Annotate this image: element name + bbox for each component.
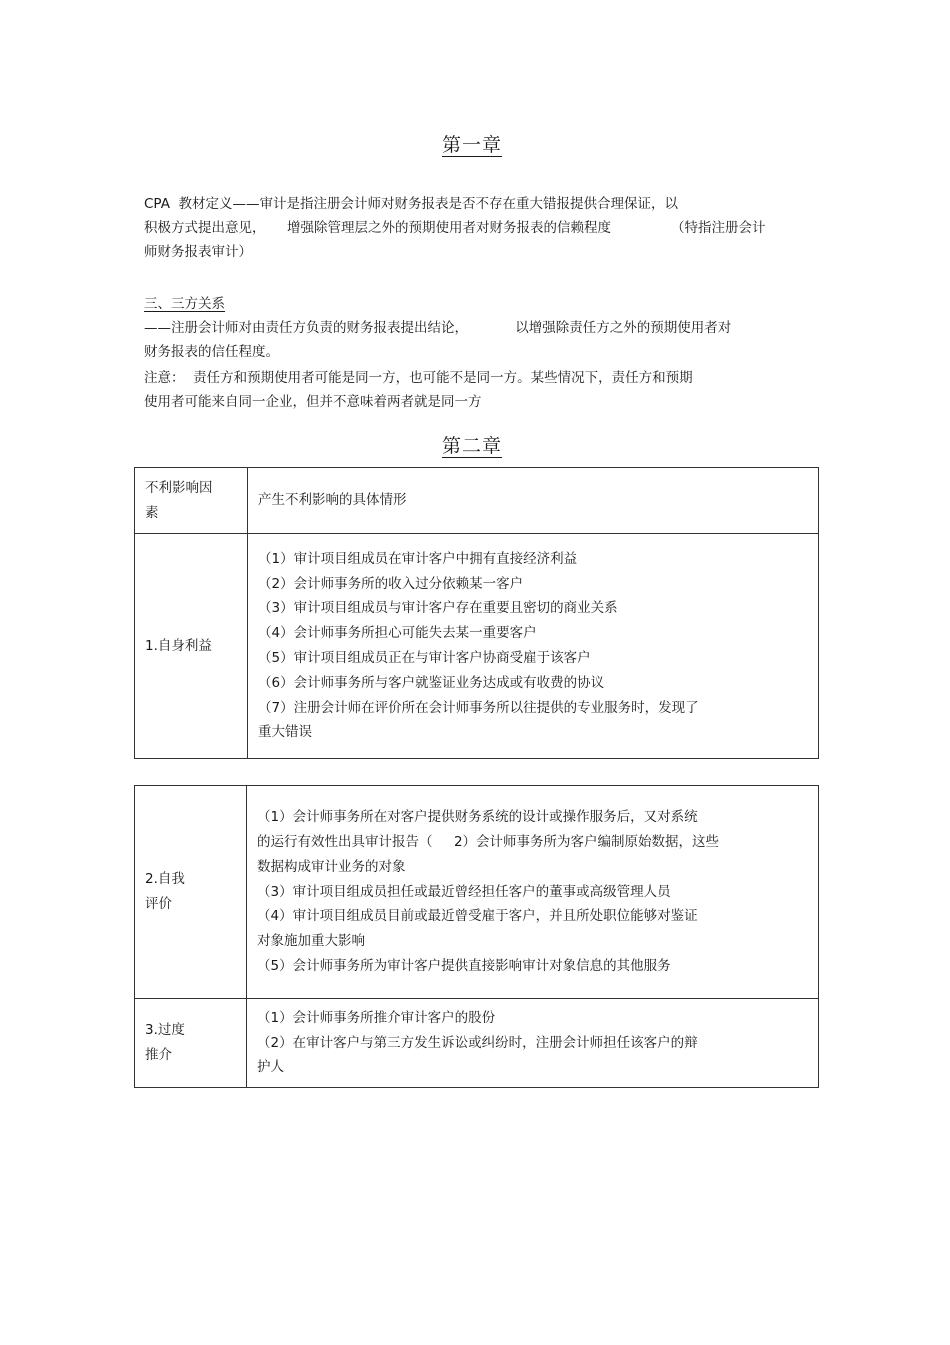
threat-table-2 [134, 785, 819, 1088]
three-party-note-line-1: 注意： 责任方和预期使用者可能是同一方，也可能不是同一方。某些情况下，责任方和预期 [144, 370, 693, 386]
cpa-definition-line-3: 师财务报表审计） [144, 244, 252, 260]
situation-line: 数据构成审计业务的对象 [257, 858, 406, 875]
factor-label: 3.过度 [145, 1022, 185, 1039]
situation-line: （1）会计师事务所推介审计客户的股份 [257, 1009, 496, 1026]
chapter-1-title: 第一章 [442, 134, 503, 156]
header-situation-text: 产生不利影响的具体情形 [258, 492, 407, 509]
three-party-line-1: ——注册会计师对由责任方负责的财务报表提出结论， 以增强除责任方之外的预期使用者对 [144, 320, 732, 336]
header-situation-cell [248, 468, 819, 534]
situation-line: （1）审计项目组成员在审计客户中拥有直接经济利益 [258, 550, 578, 567]
factor-label: 评价 [145, 896, 172, 912]
header-factor-line: 素 [145, 504, 159, 521]
situation-line: 对象施加重大影响 [257, 933, 365, 950]
threat-table-1 [134, 467, 819, 759]
situation-line: 重大错误 [258, 724, 312, 741]
situation-line: （6）会计师事务所与客户就鉴证业务达成或有收费的协议 [258, 674, 605, 691]
situation-line: （3）审计项目组成员与审计客户存在重要且密切的商业关系 [258, 600, 618, 617]
factor-label: 1.自身利益 [145, 637, 212, 654]
situation-line: （7）注册会计师在评价所在会计师事务所以往提供的专业服务时，发现了 [258, 699, 699, 716]
situation-line: （5）审计项目组成员正在与审计客户协商受雇于该客户 [258, 650, 591, 666]
factor-cell-advocacy [135, 999, 247, 1088]
situation-cell-self-interest [248, 534, 819, 759]
situation-line: （4）审计项目组成员目前或最近曾受雇于客户，并且所处职位能够对鉴证 [257, 908, 698, 925]
situation-line: （1）会计师事务所在对客户提供财务系统的设计或操作服务后，又对系统 [257, 809, 698, 826]
situation-line: （5）会计师事务所为审计客户提供直接影响审计对象信息的其他服务 [257, 957, 671, 974]
table-row [135, 786, 819, 999]
factor-label: 推介 [145, 1047, 172, 1063]
situation-cell-self-review [247, 786, 819, 999]
situation-line: （3）审计项目组成员担任或最近曾经担任客户的董事或高级管理人员 [257, 883, 671, 900]
situation-line: 的运行有效性出具审计报告（ 2）会计师事务所为客户编制原始数据，这些 [257, 834, 720, 850]
cpa-definition-line-1: CPA 教材定义——审计是指注册会计师对财务报表是否不存在重大错报提供合理保证，以 [144, 196, 679, 212]
header-factor-cell [135, 468, 248, 534]
table-header-row [135, 468, 819, 534]
header-factor-line: 不利影响因 [145, 479, 213, 496]
situation-cell-advocacy [247, 999, 819, 1088]
situation-line: （4）会计师事务所担心可能失去某一重要客户 [258, 625, 537, 642]
situation-line: （2）在审计客户与第三方发生诉讼或纠纷时，注册会计师担任该客户的辩 [257, 1034, 698, 1051]
three-party-line-2: 财务报表的信任程度。 [144, 344, 279, 360]
cpa-definition-line-2: 积极方式提出意见， 增强除管理层之外的预期使用者对财务报表的信赖程度 （特指注册会计 [144, 220, 766, 236]
situation-line: （2）会计师事务所的收入过分依赖某一客户 [258, 575, 524, 592]
factor-cell-self-review [135, 786, 247, 999]
factor-cell-self-interest [135, 534, 248, 759]
three-party-heading: 三、三方关系 [144, 296, 225, 312]
situation-line: 护人 [257, 1059, 284, 1076]
three-party-note-line-2: 使用者可能来自同一企业，但并不意味着两者就是同一方 [144, 394, 482, 410]
table-row [135, 999, 819, 1088]
table-row [135, 534, 819, 759]
factor-label: 2.自我 [145, 871, 185, 888]
chapter-2-title: 第二章 [442, 435, 503, 457]
